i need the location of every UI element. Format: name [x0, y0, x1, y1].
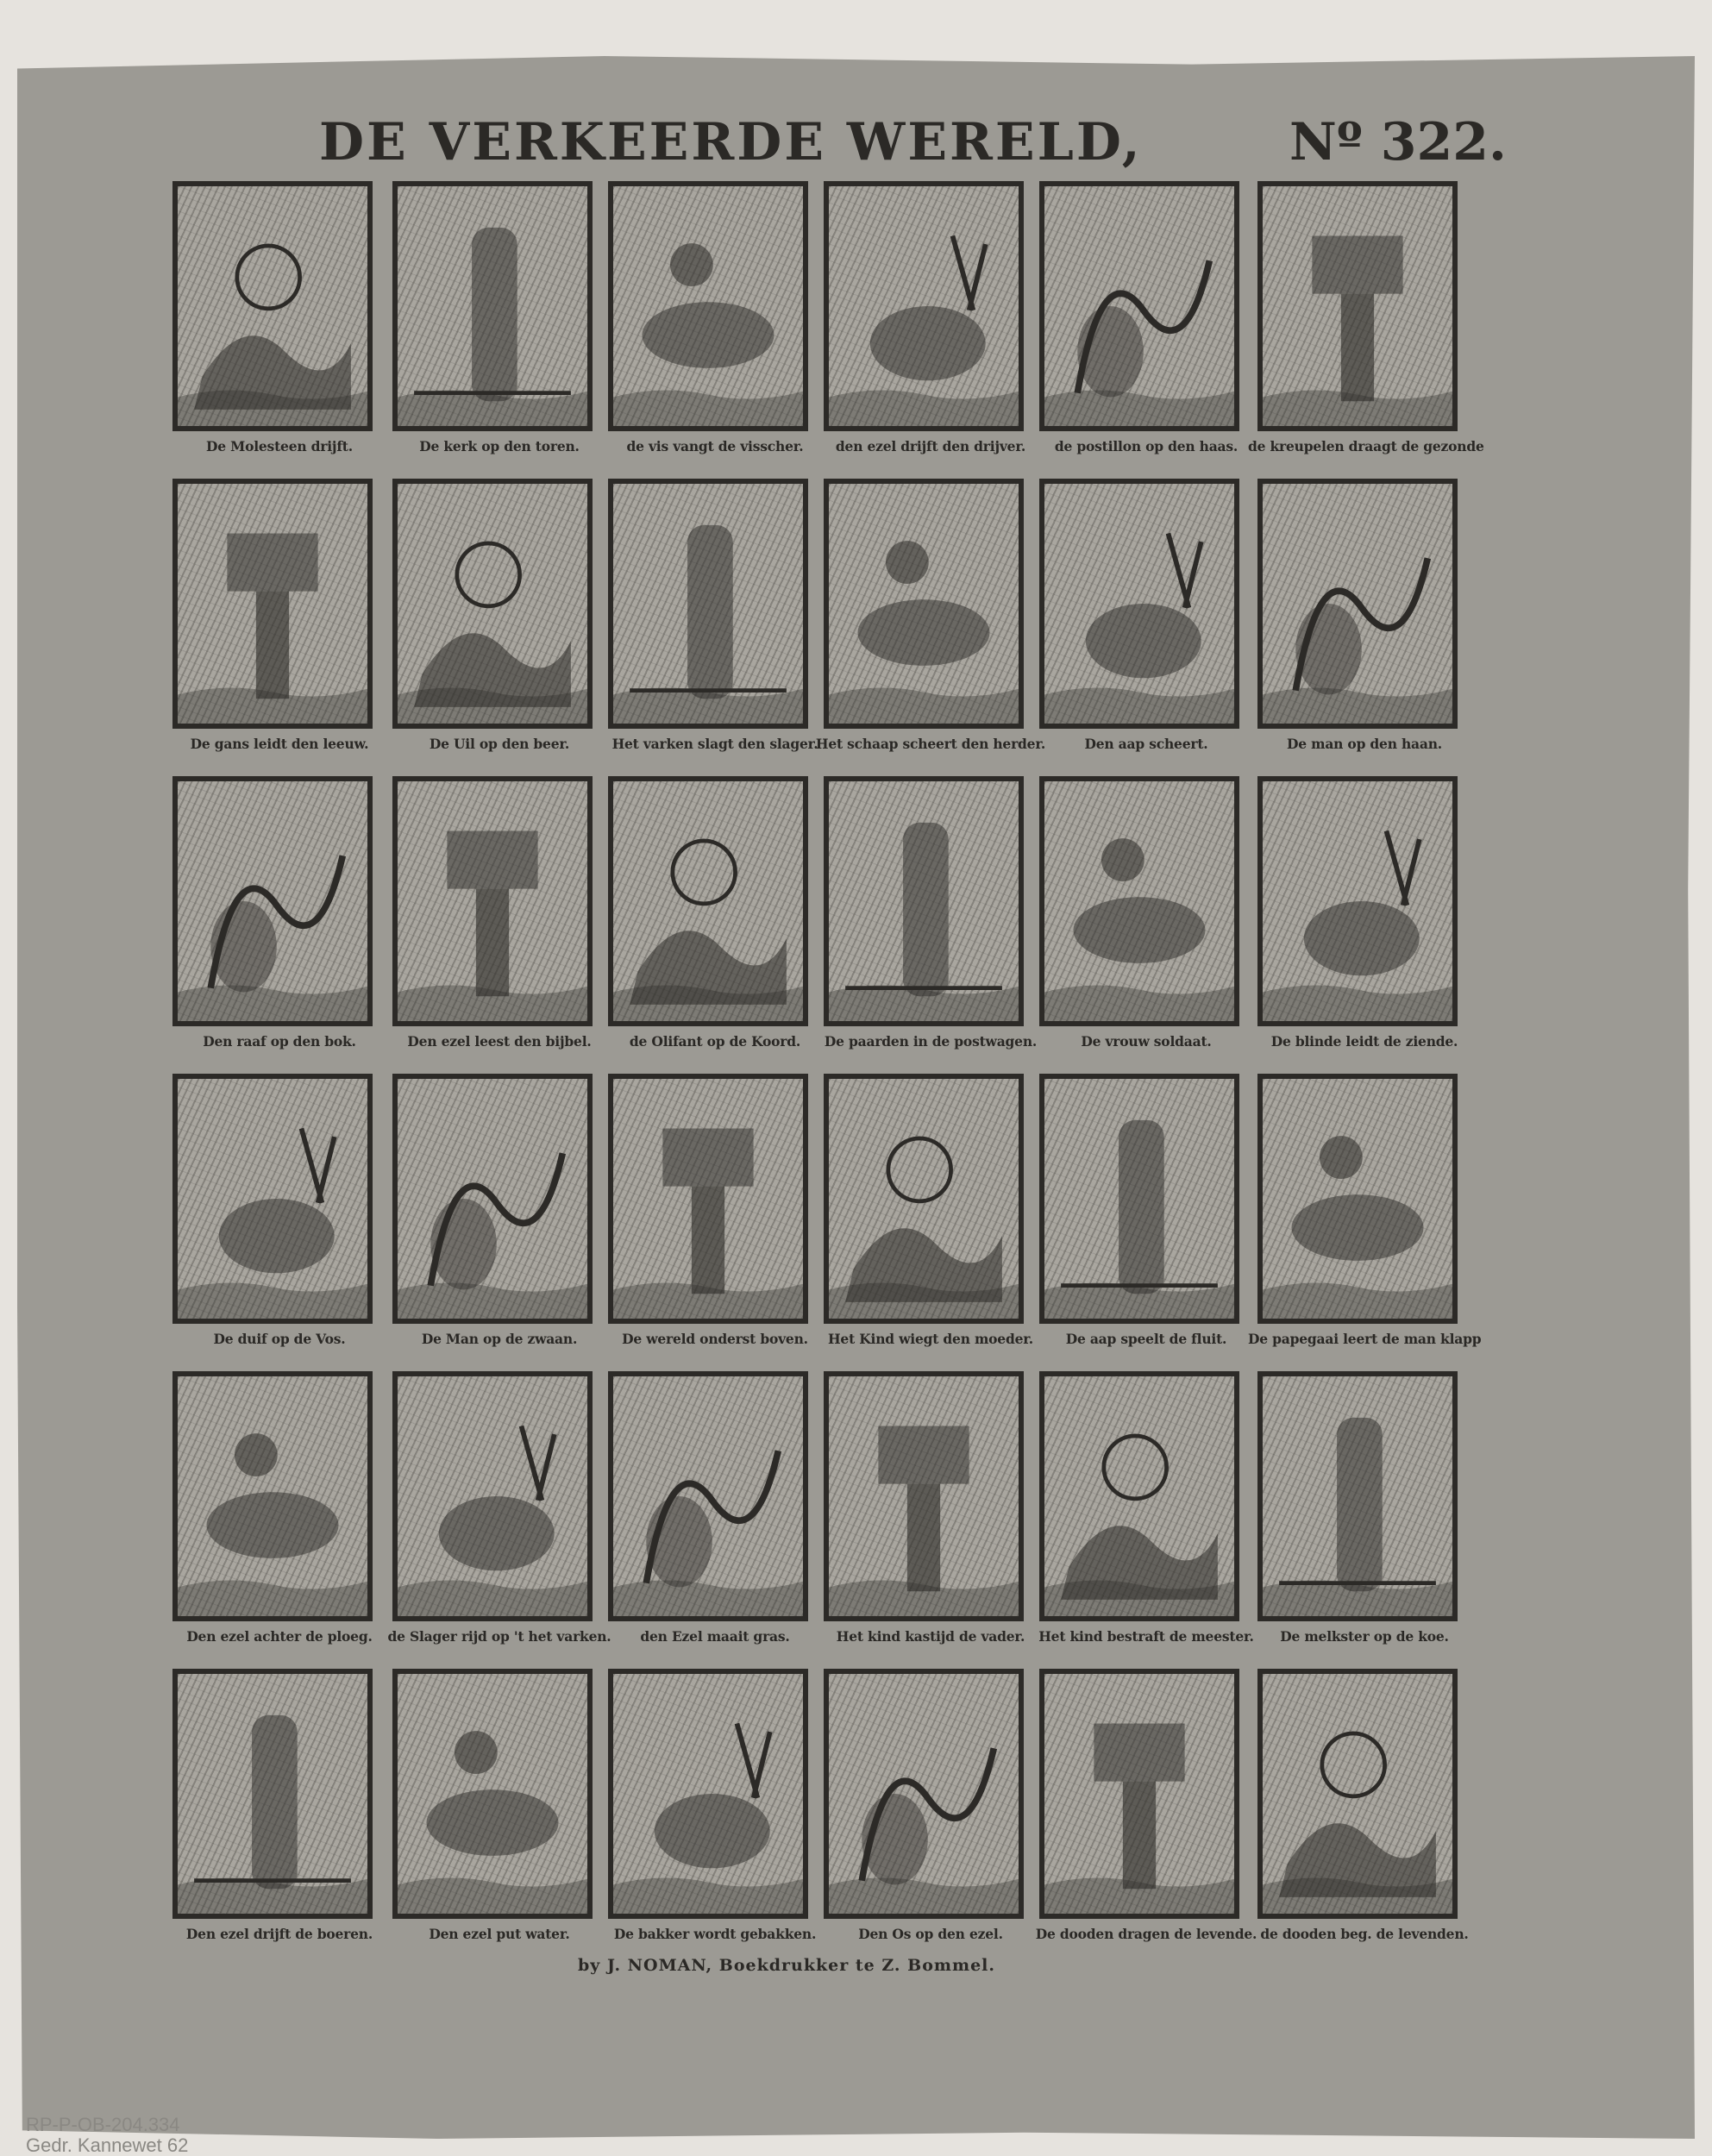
sheet-title: DE VERKEERDE WERELD, [319, 112, 1143, 172]
woodcut-image [1039, 479, 1239, 729]
panel-caption: Het Kind wiegt den moeder. [827, 1331, 1034, 1347]
woodcut-image [172, 1371, 373, 1621]
woodcut-image [824, 1074, 1024, 1324]
woodcut-image [392, 1669, 593, 1919]
panel-caption: de Olifant op de Koord. [629, 1033, 801, 1050]
woodcut-image [392, 1074, 593, 1324]
panel-caption: De Uil op den beer. [429, 736, 570, 752]
woodcut-panel [604, 172, 824, 467]
panel-caption: Den raaf op den bok. [203, 1033, 356, 1050]
woodcut-panel [388, 1065, 608, 1360]
panel-caption: Den ezel achter de ploeg. [186, 1628, 373, 1645]
panel-caption: De Molesteen drijft. [206, 438, 353, 454]
woodcut-image [1257, 1669, 1458, 1919]
woodcut-panel [1035, 1660, 1255, 1955]
woodcut-image [172, 479, 373, 729]
panel-caption: De wereld onderst boven. [622, 1331, 808, 1347]
panel-caption: De papegaai leert de man klapp [1248, 1331, 1482, 1347]
panel-caption: de Slager rijd op 't het varken. [387, 1628, 611, 1645]
printer-imprint: by J. NOMAN, Boekdrukker te Z. Bommel. [578, 1956, 995, 1975]
panel-caption: Den ezel leest den bijbel. [407, 1033, 592, 1050]
panel-caption: Den Os op den ezel. [858, 1926, 1003, 1942]
woodcut-panel [168, 1363, 388, 1658]
woodcut-panel [604, 1065, 824, 1360]
woodcut-panel [168, 1660, 388, 1955]
woodcut-panel [168, 1065, 388, 1360]
woodcut-image [824, 479, 1024, 729]
woodcut-image [608, 1074, 808, 1324]
woodcut-image [1039, 1669, 1239, 1919]
woodcut-panel [1253, 768, 1473, 1062]
woodcut-panel [604, 470, 824, 765]
woodcut-image [1257, 181, 1458, 431]
woodcut-image [1257, 776, 1458, 1026]
woodcut-image [172, 181, 373, 431]
panel-caption: De gans leidt den leeuw. [190, 736, 369, 752]
panel-caption: De dooden dragen de levende. [1035, 1926, 1257, 1942]
woodcut-image [608, 1669, 808, 1919]
panel-caption: De man op den haan. [1287, 736, 1442, 752]
panel-caption: den Ezel maait gras. [640, 1628, 790, 1645]
woodcut-panel [604, 1660, 824, 1955]
woodcut-panel [1035, 1065, 1255, 1360]
woodcut-panel [388, 172, 608, 467]
woodcut-panel [388, 470, 608, 765]
woodcut-panel [387, 1363, 611, 1658]
panel-caption: De bakker wordt gebakken. [613, 1926, 817, 1942]
panel-caption: den ezel drijft den drijver. [835, 438, 1026, 454]
woodcut-panel [1035, 470, 1255, 765]
panel-caption: de vis vangt de visscher. [626, 438, 804, 454]
panel-caption: De melkster op de koe. [1280, 1628, 1449, 1645]
woodcut-panel [1253, 1363, 1473, 1658]
panel-caption: Den ezel put water. [429, 1926, 570, 1942]
woodcut-image [1257, 1074, 1458, 1324]
woodcut-panel [1253, 470, 1473, 765]
woodcut-image [172, 776, 373, 1026]
panel-caption: De duif op de Vos. [213, 1331, 346, 1347]
woodcut-image [172, 1074, 373, 1324]
woodcut-image [392, 1371, 593, 1621]
panel-caption: De kerk op den toren. [419, 438, 580, 454]
woodcut-panel [388, 1660, 608, 1955]
woodcut-panel [819, 172, 1039, 467]
woodcut-panel [819, 1363, 1039, 1658]
woodcut-image [824, 776, 1024, 1026]
woodcut-image [608, 776, 808, 1026]
woodcut-image [1039, 181, 1239, 431]
woodcut-image [172, 1669, 373, 1919]
woodcut-panel [168, 470, 388, 765]
panel-caption: De aap speelt de fluit. [1065, 1331, 1227, 1347]
woodcut-panel [1253, 1660, 1473, 1955]
woodcut-image [392, 181, 593, 431]
woodcut-panel [604, 768, 824, 1062]
woodcut-panel [1035, 768, 1255, 1062]
woodcut-image [392, 479, 593, 729]
inventory-number: RP-P-OB-204.334 [26, 2114, 180, 2135]
panel-caption: de kreupelen draagt de gezonde [1248, 438, 1484, 454]
woodcut-panel [1035, 172, 1255, 467]
woodcut-panel [388, 768, 608, 1062]
woodcut-image [1039, 776, 1239, 1026]
panel-caption: Den ezel drijft de boeren. [185, 1926, 373, 1942]
sheet-number: Nº 322. [1289, 112, 1507, 172]
panel-caption: De Man op de zwaan. [421, 1331, 578, 1347]
woodcut-image [824, 1669, 1024, 1919]
panel-caption: Het kind kastijd de vader. [836, 1628, 1025, 1645]
woodcut-grid [168, 172, 1514, 1940]
woodcut-image [608, 1371, 808, 1621]
woodcut-panel [1035, 1363, 1255, 1658]
panel-caption: De vrouw soldaat. [1081, 1033, 1212, 1050]
woodcut-image [608, 479, 808, 729]
catalogue-reference: Gedr. Kannewet 62 [26, 2134, 189, 2156]
panel-caption: De blinde leidt de ziende. [1270, 1033, 1458, 1050]
panel-caption: Het varken slagt den slager. [611, 736, 818, 752]
woodcut-panel [1248, 1065, 1482, 1360]
panel-caption: de dooden beg. de levenden. [1260, 1926, 1469, 1942]
woodcut-panel [604, 1363, 824, 1658]
woodcut-image [1039, 1371, 1239, 1621]
woodcut-panel [819, 1660, 1039, 1955]
woodcut-panel [815, 470, 1046, 765]
woodcut-image [1257, 1371, 1458, 1621]
woodcut-image [824, 181, 1024, 431]
panel-caption: Den aap scheert. [1084, 736, 1208, 752]
woodcut-image [824, 1371, 1024, 1621]
panel-caption: de postillon op den haas. [1054, 438, 1239, 454]
woodcut-image [392, 776, 593, 1026]
panel-caption: Het kind bestraft de meester. [1038, 1628, 1254, 1645]
woodcut-panel [819, 768, 1039, 1062]
panel-caption: Het schaap scheert den herder. [815, 736, 1046, 752]
woodcut-panel [1248, 172, 1484, 467]
inventory-note [26, 2115, 371, 2156]
woodcut-panel [168, 768, 388, 1062]
woodcut-panel [168, 172, 388, 467]
woodcut-image [1257, 479, 1458, 729]
panel-caption: De paarden in de postwagen. [824, 1033, 1038, 1050]
woodcut-image [608, 181, 808, 431]
woodcut-image [1039, 1074, 1239, 1324]
woodcut-panel [819, 1065, 1039, 1360]
